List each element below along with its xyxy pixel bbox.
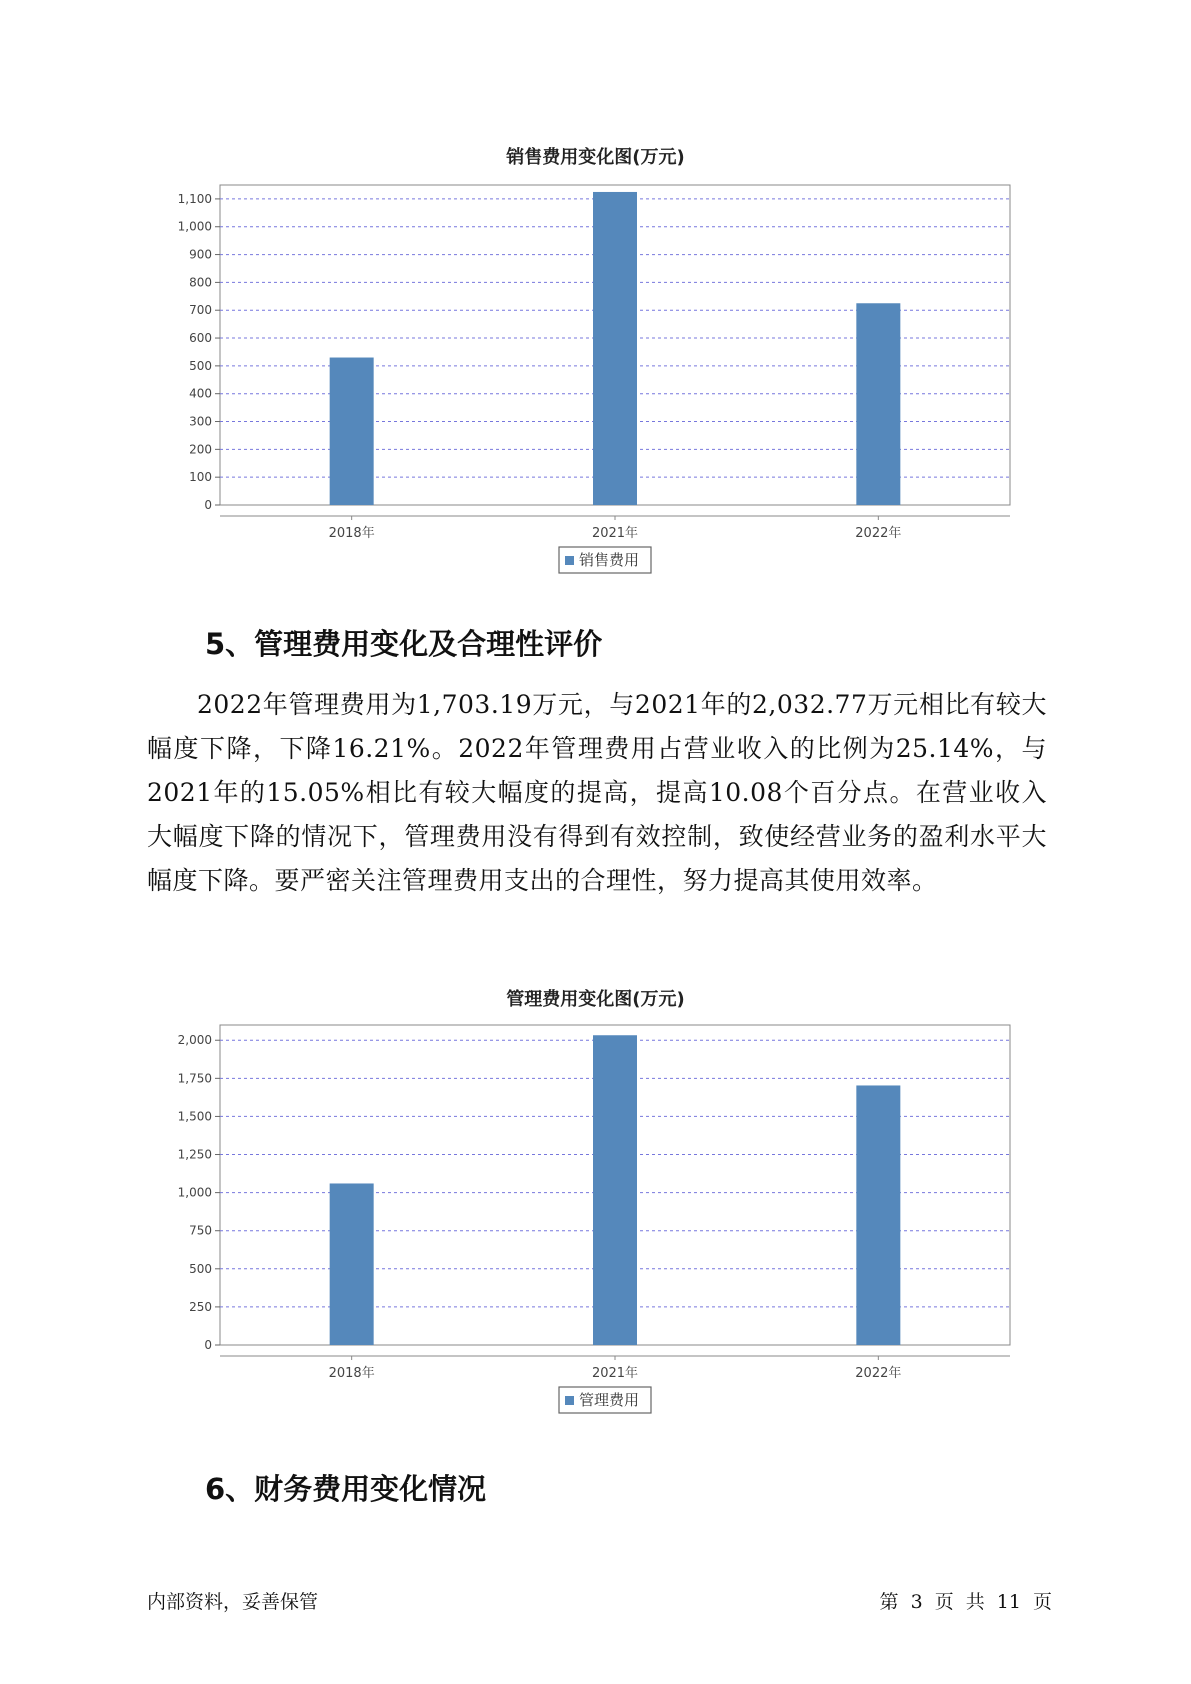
y-tick-label: 0 [204,498,212,512]
chart-title-admin: 管理费用变化图(万元) [506,989,685,1010]
y-tick-label: 0 [204,1338,212,1352]
y-tick-label: 200 [189,442,212,457]
y-tick-label: 100 [189,470,212,485]
chart-title-sales: 销售费用变化图(万元) [506,147,685,168]
y-tick-label: 300 [189,414,212,429]
bar-2018年 [330,358,374,505]
y-tick-label: 750 [189,1223,212,1238]
x-tick-label: 2021年 [591,1366,639,1381]
x-tick-label: 2018年 [328,1366,375,1381]
section-heading-6: 6、财务费用变化情况 [205,1472,487,1506]
legend-label: 管理费用 [579,1391,640,1409]
y-tick-label: 400 [189,386,212,401]
y-tick-label: 1,750 [177,1071,212,1086]
y-tick-label: 250 [189,1299,212,1314]
y-tick-label: 2,000 [177,1033,212,1048]
x-tick-label: 2018年 [328,526,375,541]
y-tick-label: 1,000 [177,219,212,234]
bar-2018年 [330,1183,374,1345]
footer-page-number: 第 3 页 共 11 页 [879,1591,1052,1613]
bar-2021年 [593,192,637,505]
y-tick-label: 900 [189,247,212,262]
legend [559,1387,651,1413]
chart-admin-expense [0,1020,1191,1450]
section-paragraph-5: 2022年管理费用为1,703.19万元，与2021年的2,032.77万元相比有较大幅度下降，下降16.21%。2022年管理费用占营业收入的比例为25.14%，与2021年的15.05%相比有较大幅度的提高，提高10.08个百分点。在营业收入大幅度下降的情况下，管理费用没有得到有效控制，致使经营业务的盈利水平大幅度下降。要严密关注管理费用支出的合理性，努力提高其使用效率。 [147,690,1047,895]
y-tick-label: 500 [189,1261,212,1276]
y-tick-label: 1,500 [177,1109,212,1124]
y-tick-label: 1,100 [177,191,212,206]
y-tick-label: 600 [189,331,212,346]
x-tick-label: 2021年 [591,526,639,541]
bar-2021年 [593,1035,637,1345]
legend-swatch [565,1396,574,1405]
x-tick-label: 2022年 [855,1366,902,1381]
legend-swatch [565,556,574,565]
bar-2022年 [856,303,900,505]
chart-sales-expense [0,180,1191,620]
footer-confidential-note: 内部资料，妥善保管 [147,1591,319,1613]
legend [559,547,651,573]
y-tick-label: 800 [189,275,212,290]
bar-2022年 [856,1085,900,1345]
legend-label: 销售费用 [579,551,640,569]
y-tick-label: 700 [189,303,212,318]
section-heading-5: 5、管理费用变化及合理性评价 [205,627,603,661]
y-tick-label: 1,000 [177,1185,212,1200]
x-tick-label: 2022年 [855,526,902,541]
y-tick-label: 1,250 [177,1147,212,1162]
y-tick-label: 500 [189,358,212,373]
